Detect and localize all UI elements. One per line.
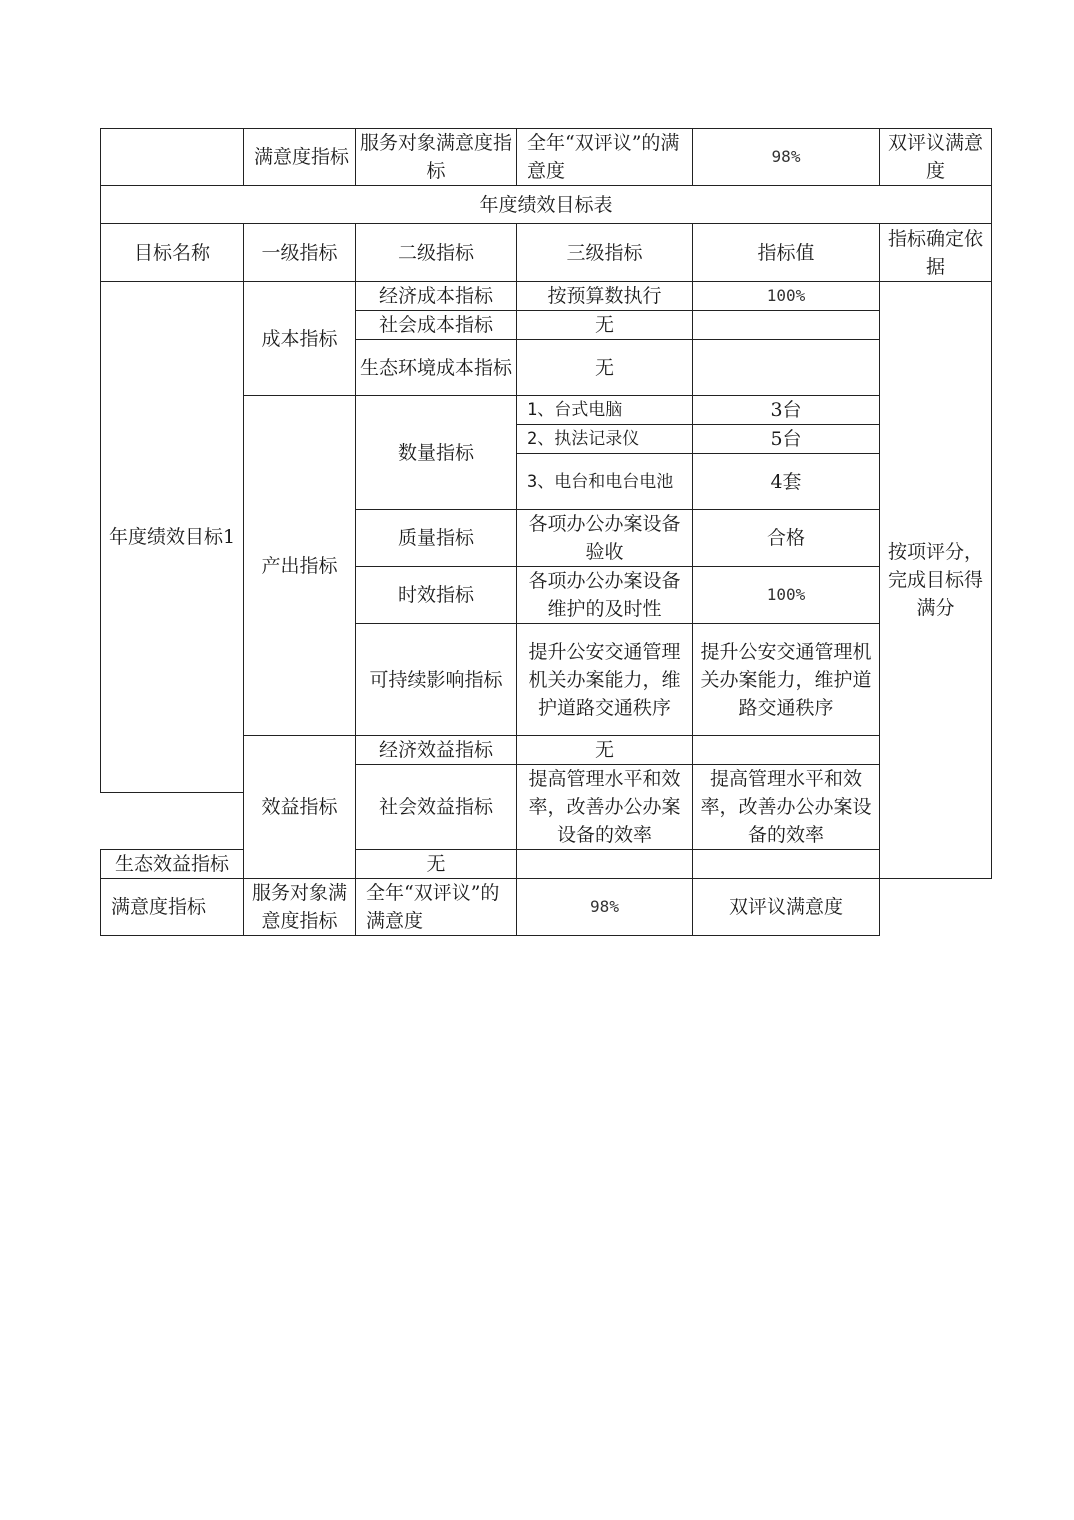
cost-value-cell: 100% bbox=[693, 282, 880, 311]
prev-level2-cell: 服务对象满意度指标 bbox=[356, 129, 517, 186]
header-goal-name: 目标名称 bbox=[101, 224, 244, 282]
cost-level3-cell: 无 bbox=[517, 311, 693, 340]
quality-level2-cell: 质量指标 bbox=[356, 510, 517, 567]
header-basis: 指标确定依据 bbox=[880, 224, 992, 282]
quantity-level2-cell: 数量指标 bbox=[356, 396, 517, 510]
quantity-value-cell: 4套 bbox=[693, 454, 880, 510]
quantity-level3-cell: 3、电台和电台电池 bbox=[517, 454, 693, 510]
satisfaction-level3-cell: 全年“双评议”的满意度 bbox=[356, 879, 517, 936]
benefit-value-cell: 提高管理水平和效率，改善办公办案设备的效率 bbox=[693, 765, 880, 850]
benefit-value-cell bbox=[517, 850, 693, 879]
cost-level1-cell: 成本指标 bbox=[244, 282, 356, 396]
output-level1-cell: 产出指标 bbox=[244, 396, 356, 736]
table-title-row bbox=[101, 186, 992, 224]
benefit-value-cell bbox=[693, 736, 880, 765]
prev-basis-cell: 双评议满意度 bbox=[880, 129, 992, 186]
goal-name-cell: 年度绩效目标1 bbox=[101, 282, 244, 793]
quality-level3-cell: 各项办公办案设备验收 bbox=[517, 510, 693, 567]
header-row bbox=[101, 224, 992, 282]
prev-level3-cell: 全年“双评议”的满意度 bbox=[517, 129, 693, 186]
basis-main-cell: 按项评分，完成目标得满分 bbox=[880, 282, 992, 879]
table-title: 年度绩效目标表 bbox=[101, 186, 992, 224]
prev-goal-cell bbox=[101, 129, 244, 186]
cost-level2-cell: 社会成本指标 bbox=[356, 311, 517, 340]
benefit-level3-cell: 无 bbox=[517, 736, 693, 765]
satisfaction-value-cell: 98% bbox=[517, 879, 693, 936]
timeliness-level2-cell: 时效指标 bbox=[356, 567, 517, 624]
benefit-level2-cell: 生态效益指标 bbox=[101, 850, 244, 879]
cost-value-cell bbox=[693, 340, 880, 396]
cost-level3-cell: 按预算数执行 bbox=[517, 282, 693, 311]
timeliness-value-cell: 100% bbox=[693, 567, 880, 624]
benefit-level3-cell: 提高管理水平和效率，改善办公办案设备的效率 bbox=[517, 765, 693, 850]
quantity-level3-cell: 1、台式电脑 bbox=[517, 396, 693, 425]
quality-value-cell: 合格 bbox=[693, 510, 880, 567]
cost-level2-cell: 经济成本指标 bbox=[356, 282, 517, 311]
satisfaction-basis-cell: 双评议满意度 bbox=[693, 879, 880, 936]
sustainable-value-cell: 提升公安交通管理机关办案能力，维护道路交通秩序 bbox=[693, 624, 880, 736]
header-level2: 二级指标 bbox=[356, 224, 517, 282]
prev-value-cell: 98% bbox=[693, 129, 880, 186]
satisfaction-row bbox=[101, 879, 992, 936]
header-level1: 一级指标 bbox=[244, 224, 356, 282]
table-row bbox=[101, 282, 992, 311]
satisfaction-level2-cell: 服务对象满意度指标 bbox=[244, 879, 356, 936]
benefit-level3-cell: 无 bbox=[356, 850, 517, 879]
benefit-level2-cell: 经济效益指标 bbox=[356, 736, 517, 765]
quantity-value-cell: 5台 bbox=[693, 425, 880, 454]
prev-level1-cell: 满意度指标 bbox=[244, 129, 356, 186]
cost-level2-cell: 生态环境成本指标 bbox=[356, 340, 517, 396]
benefit-level2-cell: 社会效益指标 bbox=[356, 765, 517, 850]
quantity-value-cell: 3台 bbox=[693, 396, 880, 425]
prev-satisfaction-row bbox=[101, 129, 992, 186]
header-level3: 三级指标 bbox=[517, 224, 693, 282]
timeliness-level3-cell: 各项办公办案设备维护的及时性 bbox=[517, 567, 693, 624]
benefit-level1-cell: 效益指标 bbox=[244, 736, 356, 879]
satisfaction-level1-cell: 满意度指标 bbox=[101, 879, 244, 936]
quantity-level3-cell: 2、执法记录仪 bbox=[517, 425, 693, 454]
performance-goal-table bbox=[100, 128, 992, 936]
cost-value-cell bbox=[693, 311, 880, 340]
table-row bbox=[101, 850, 992, 879]
header-value: 指标值 bbox=[693, 224, 880, 282]
sustainable-level3-cell: 提升公安交通管理机关办案能力，维护道路交通秩序 bbox=[517, 624, 693, 736]
cost-level3-cell: 无 bbox=[517, 340, 693, 396]
sustainable-level2-cell: 可持续影响指标 bbox=[356, 624, 517, 736]
